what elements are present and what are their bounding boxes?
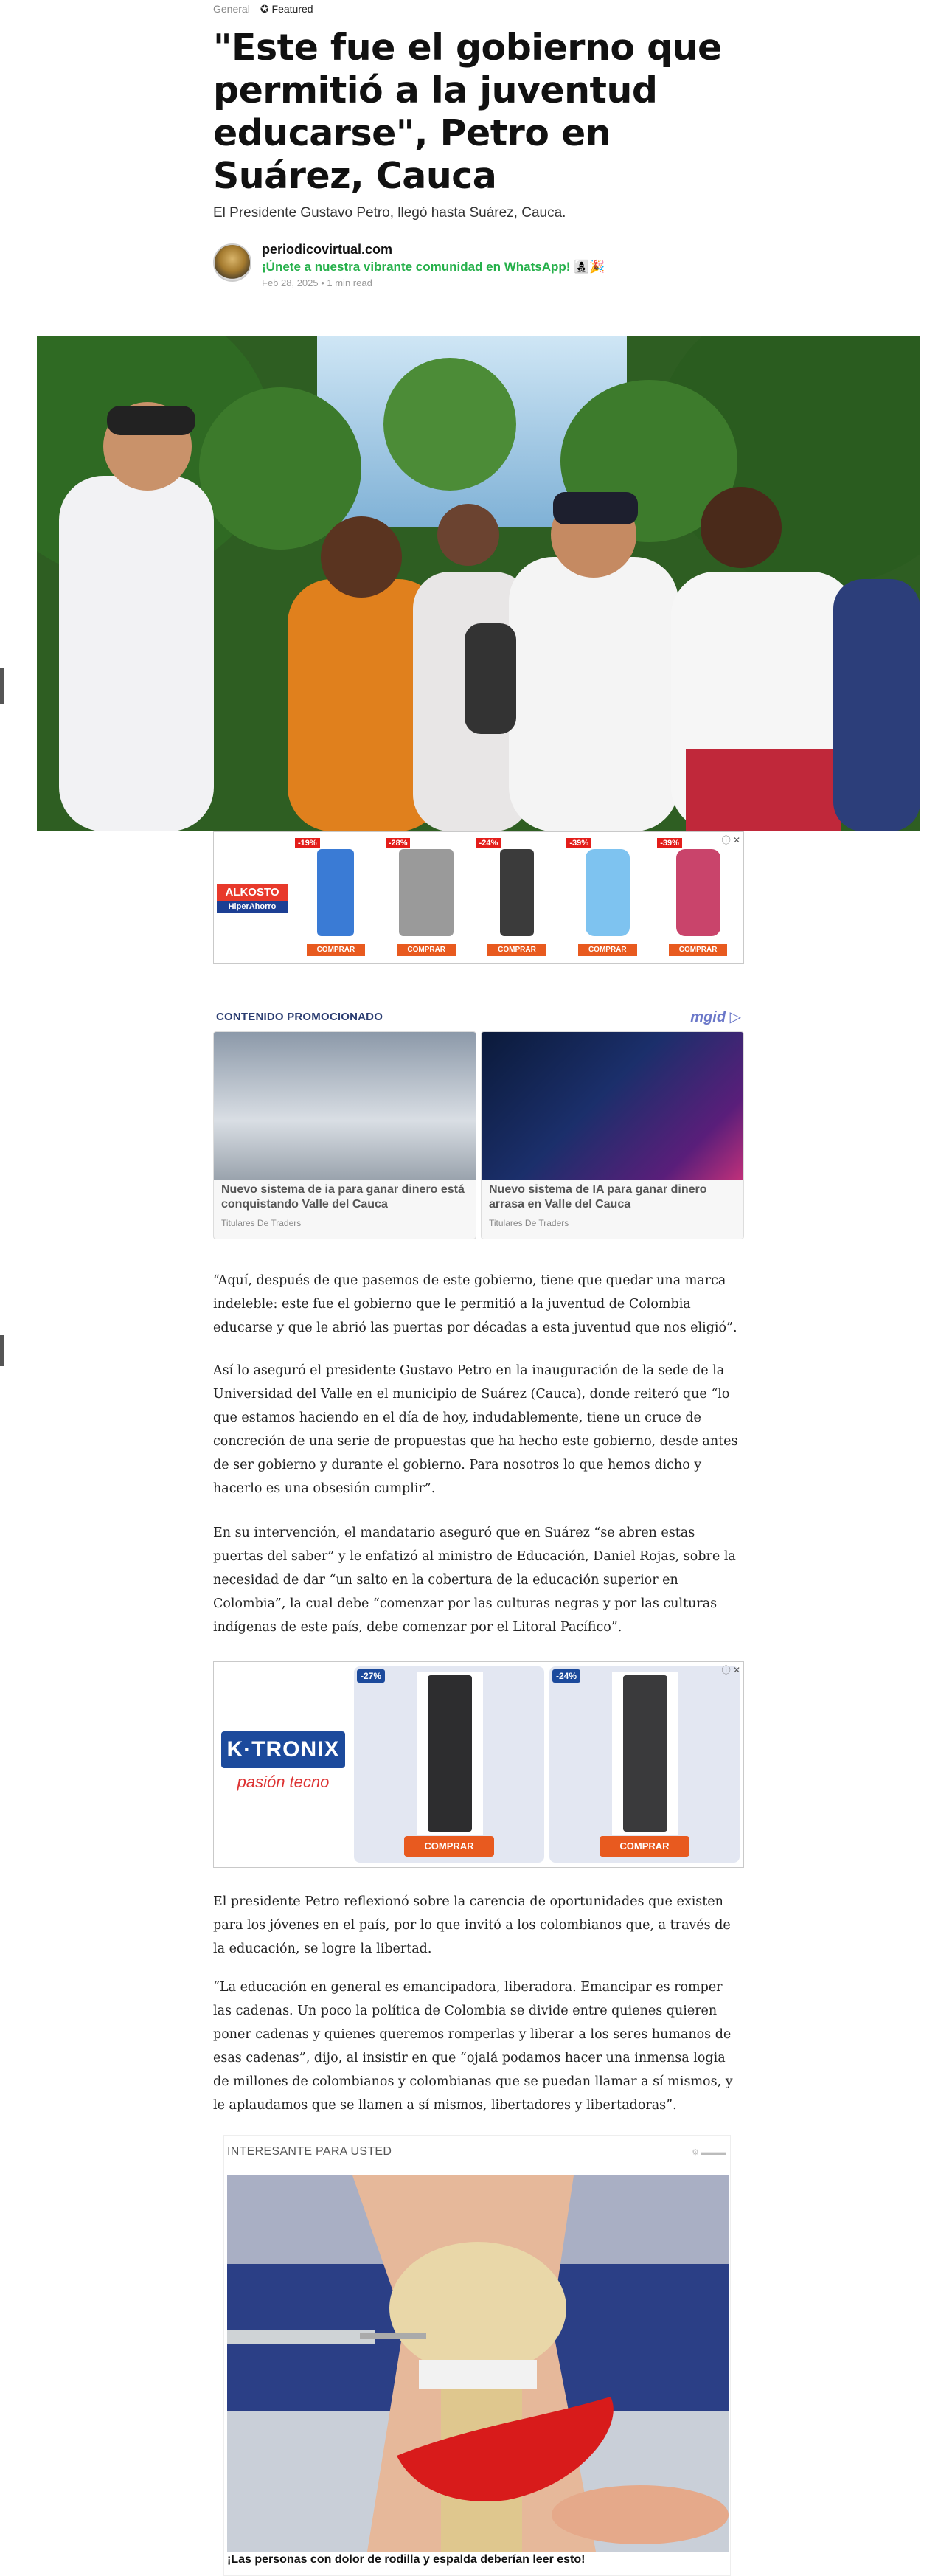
promo-label: CONTENIDO PROMOCIONADO (216, 1011, 383, 1023)
discount-badge: -24% (552, 1669, 580, 1683)
recommended-caption[interactable]: ¡Las personas con dolor de rodilla y espalda deberían leer esto! (227, 2553, 586, 2566)
buy-button[interactable]: COMPRAR (397, 944, 456, 956)
featured-label: Featured (271, 3, 313, 15)
adchoices-icon[interactable]: ⓘ ✕ (721, 1665, 740, 1675)
ktronix-tagline: pasión tecno (237, 1773, 330, 1791)
author-info (262, 240, 605, 291)
discount-badge: -19% (295, 838, 320, 848)
ad-product[interactable] (565, 835, 650, 960)
author-block (213, 240, 744, 292)
discount-badge: -39% (657, 838, 682, 848)
promo-card[interactable] (213, 1031, 476, 1239)
ad-banner-ktronix[interactable] (213, 1661, 744, 1868)
promo-card-source: Titulares De Traders (221, 1218, 302, 1228)
body-paragraph: En su intervención, el mandatario aseguró que en Suárez “se abren estas puertas del saber” y le enfatizó al ministro de Educación, Daniel Rojas, sobre la necesidad de dar “un salto en la cobertura de la educación superior en Colombia”, la cual debe “comenzar por las culturas negras y por las culturas indígenas de este país, debe comenzar por el Litoral Pacífico”. (213, 1526, 736, 1635)
promo-cards (213, 1031, 744, 1239)
ktronix-logo-text: K·TRONIX (221, 1731, 345, 1768)
ad-product[interactable] (656, 835, 740, 960)
discount-badge: -27% (357, 1669, 385, 1683)
category-link[interactable]: General (213, 3, 250, 15)
buy-button[interactable]: COMPRAR (600, 1836, 689, 1857)
product-image (399, 849, 454, 936)
article-meta (213, 0, 744, 18)
discount-badge: -24% (476, 838, 501, 848)
publish-date: Feb 28, 2025 • 1 min read (262, 277, 372, 288)
product-image (317, 849, 354, 936)
buy-button[interactable]: COMPRAR (404, 1836, 494, 1857)
ad-product[interactable] (354, 1666, 544, 1863)
product-image (417, 1672, 483, 1835)
ad-product[interactable] (384, 835, 469, 960)
ad-banner-alkosto[interactable] (213, 831, 744, 964)
promo-card[interactable] (481, 1031, 744, 1239)
alkosto-logo-top: ALKOSTO (217, 884, 288, 901)
body-paragraph: “La educación en general es emancipadora, liberadora. Emancipar es romper las cadenas. Un poco la política de Colombia se divide entre quienes quieren poner cadenas y quienes queremos romperlas y liberar a los seres humanos de esas cadenas”, dijo, al insistir en que “ojalá podamos hacer una inmensa logia de millones de colombianos y colombianas que se puedan llamar a sí mismos, y le aplaudamos que se llamen a sí mismos, libertadores y libertadoras”. (213, 1980, 733, 2113)
edge-marker (0, 1335, 4, 1366)
ad-product[interactable] (293, 835, 378, 960)
alkosto-logo (217, 884, 288, 913)
star-icon: ✪ (260, 2, 269, 15)
article-title: "Este fue el gobierno que permitió a la juventud educarse", Petro en Suárez, Cauca (213, 27, 722, 197)
product-image (500, 849, 534, 936)
knee-illustration (227, 2175, 729, 2552)
recommended-widget[interactable] (223, 2135, 731, 2576)
adchoices-icon[interactable]: ⓘ ✕ (721, 835, 740, 845)
featured-tag[interactable] (260, 3, 313, 15)
buy-button[interactable]: COMPRAR (669, 944, 728, 956)
article-subtitle: El Presidente Gustavo Petro, llegó hasta Suárez, Cauca. (213, 205, 566, 221)
recommended-image[interactable] (227, 2175, 729, 2552)
buy-button[interactable]: COMPRAR (307, 944, 366, 956)
discount-badge: -28% (386, 838, 411, 848)
ad-product[interactable] (549, 1666, 740, 1863)
promo-card-title[interactable]: Nuevo sistema de IA para ganar dinero arrasa en Valle del Cauca (489, 1183, 707, 1211)
buy-button[interactable]: COMPRAR (487, 944, 546, 956)
promo-header (216, 1008, 741, 1026)
promo-card-image (482, 1032, 743, 1180)
recommended-label: INTERESANTE PARA USTED (227, 2145, 392, 2158)
product-image (676, 849, 720, 936)
provider-name: mgid (690, 1009, 726, 1025)
hero-photo-illustration (37, 336, 920, 831)
promo-card-source: Titulares De Traders (489, 1218, 569, 1228)
buy-button[interactable]: COMPRAR (578, 944, 637, 956)
ktronix-logo (221, 1731, 345, 1792)
mgid-logo[interactable]: mgid ▷ (690, 1009, 741, 1025)
recommended-header (224, 2136, 730, 2168)
product-image (586, 849, 630, 936)
whatsapp-link[interactable]: ¡Únete a nuestra vibrante comunidad en WhatsApp! 👩‍👧‍👦🎉 (262, 260, 605, 274)
promo-card-title[interactable]: Nuevo sistema de ia para ganar dinero está conquistando Valle del Cauca (221, 1183, 465, 1211)
body-paragraph: Así lo aseguró el presidente Gustavo Petro en la inauguración de la sede de la Universidad del Valle en el municipio de Suárez (Cauca), donde reiteró que “lo que estamos haciendo en el día de hoy, indudablemente, tiene un cruce de concreción de una serie de propuestas que ha hecho este gobierno, desde antes de ser gobierno y durante el gobierno. Para nosotros lo que hemos dicho y hacerlo es una obsesión cumplir”. (213, 1363, 738, 1496)
author-avatar[interactable] (213, 243, 251, 282)
alkosto-logo-bottom: HiperAhorro (217, 901, 288, 913)
hero-image (37, 336, 920, 831)
provider-logo-icon: ⚙ ▬▬▬ (692, 2147, 726, 2157)
body-paragraph: El presidente Petro reflexionó sobre la carencia de oportunidades que existen para los jóvenes en el país, por lo que invitó a los colombianos que, a través de la educación, se logre la libertad. (213, 1894, 731, 1956)
edge-marker (0, 668, 4, 704)
author-name[interactable]: periodicovirtual.com (262, 242, 393, 257)
body-paragraph: “Aquí, después de que pasemos de este gobierno, tiene que quedar una marca indeleble: este fue el gobierno que le permitió a la juventud de Colombia educarse y que le abrió las puertas por décadas a esta juventud que nos eligió”. (213, 1273, 737, 1335)
discount-badge: -39% (566, 838, 591, 848)
product-image (612, 1672, 678, 1835)
ad-product[interactable] (475, 835, 560, 960)
promo-card-image (214, 1032, 476, 1180)
